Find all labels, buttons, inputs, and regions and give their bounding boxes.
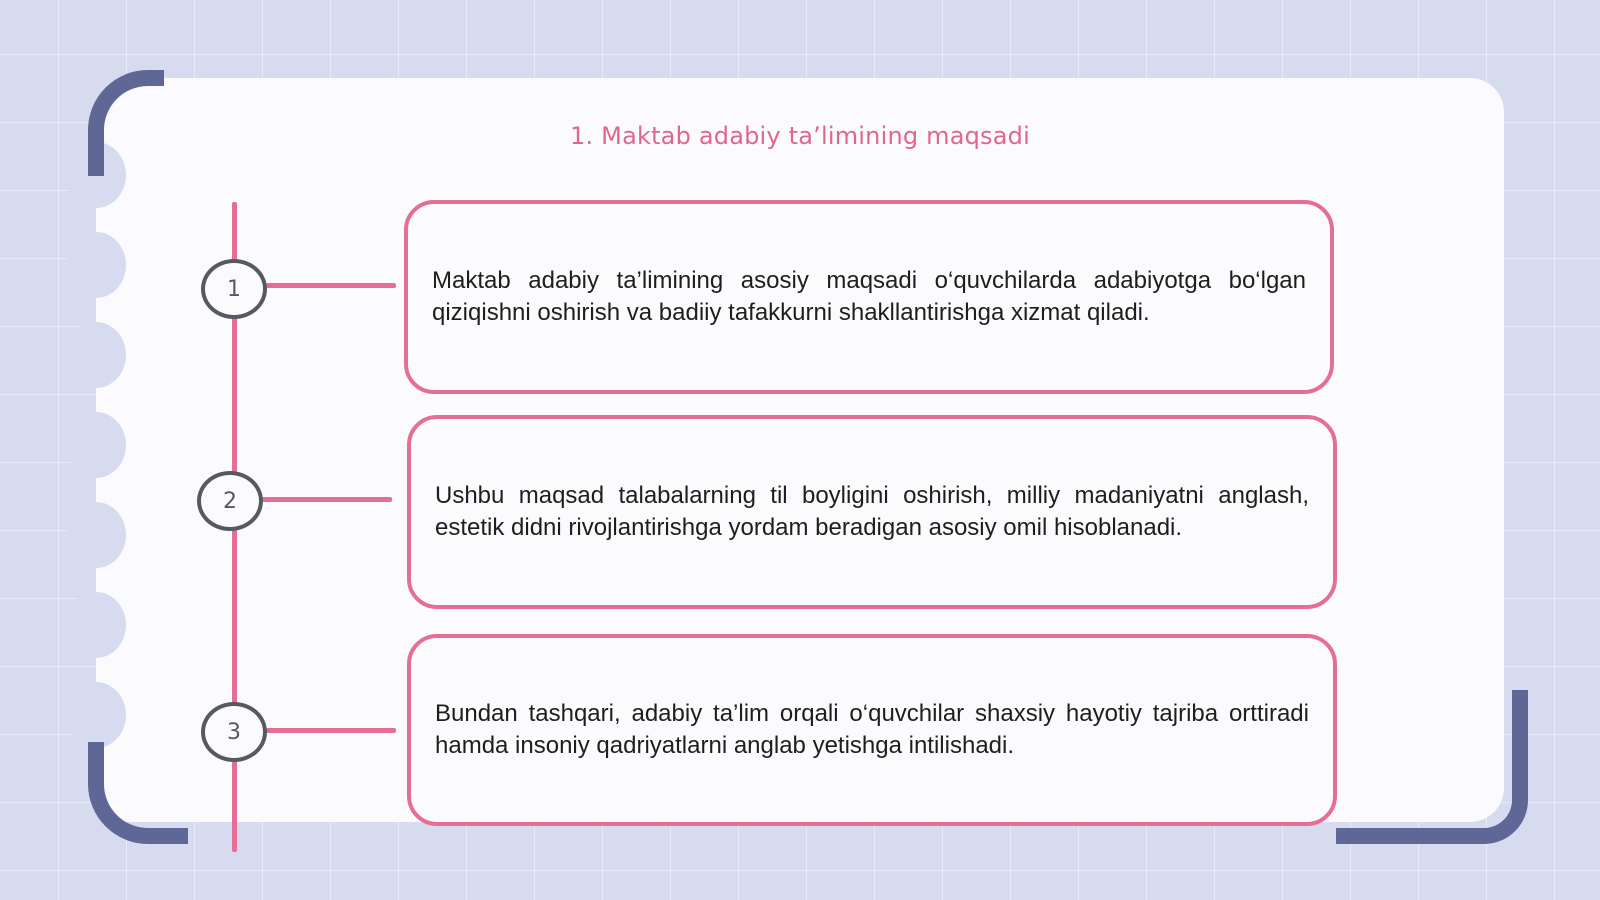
step-text-3: Bundan tashqari, adabiy ta’lim orqali o‘quvchilar shaxsiy hayotiy tajriba orttiradi hamda insoniy qadriyatlarni anglab yetishga intilishadi. bbox=[435, 700, 1309, 759]
paper-perforation bbox=[66, 232, 126, 298]
paper-perforation bbox=[66, 322, 126, 388]
step-card-3 bbox=[407, 634, 1337, 826]
step-text-2: Ushbu maqsad talabalarning til boyligini oshirish, milliy madaniyatni anglash, estetik didni rivojlantirishga yordam beradigan asosiy omil hisoblanadi. bbox=[435, 482, 1309, 541]
step-text-1: Maktab adabiy ta’limining asosiy maqsadi o‘quvchilarda adabiyotga bo‘lgan qiziqishni oshirish va badiiy tafakkurni shakllantirishga xizmat qiladi. bbox=[432, 267, 1306, 326]
step-card-2 bbox=[407, 415, 1337, 609]
paper-perforation bbox=[66, 412, 126, 478]
timeline-connector-2 bbox=[262, 497, 392, 502]
paper-perforation bbox=[66, 592, 126, 658]
timeline-connector-1 bbox=[266, 283, 396, 288]
corner-bracket-bottom-right bbox=[1336, 690, 1528, 844]
paper-perforation bbox=[66, 502, 126, 568]
step-number-3: 3 bbox=[201, 702, 267, 762]
paper-perforation bbox=[66, 682, 126, 748]
corner-bracket-bottom-left bbox=[88, 742, 188, 844]
step-card-1 bbox=[404, 200, 1334, 394]
page-title: 1. Maktab adabiy ta’limining maqsadi bbox=[570, 122, 1030, 150]
timeline-connector-3 bbox=[266, 728, 396, 733]
step-number-2: 2 bbox=[197, 471, 263, 531]
step-number-1: 1 bbox=[201, 259, 267, 319]
